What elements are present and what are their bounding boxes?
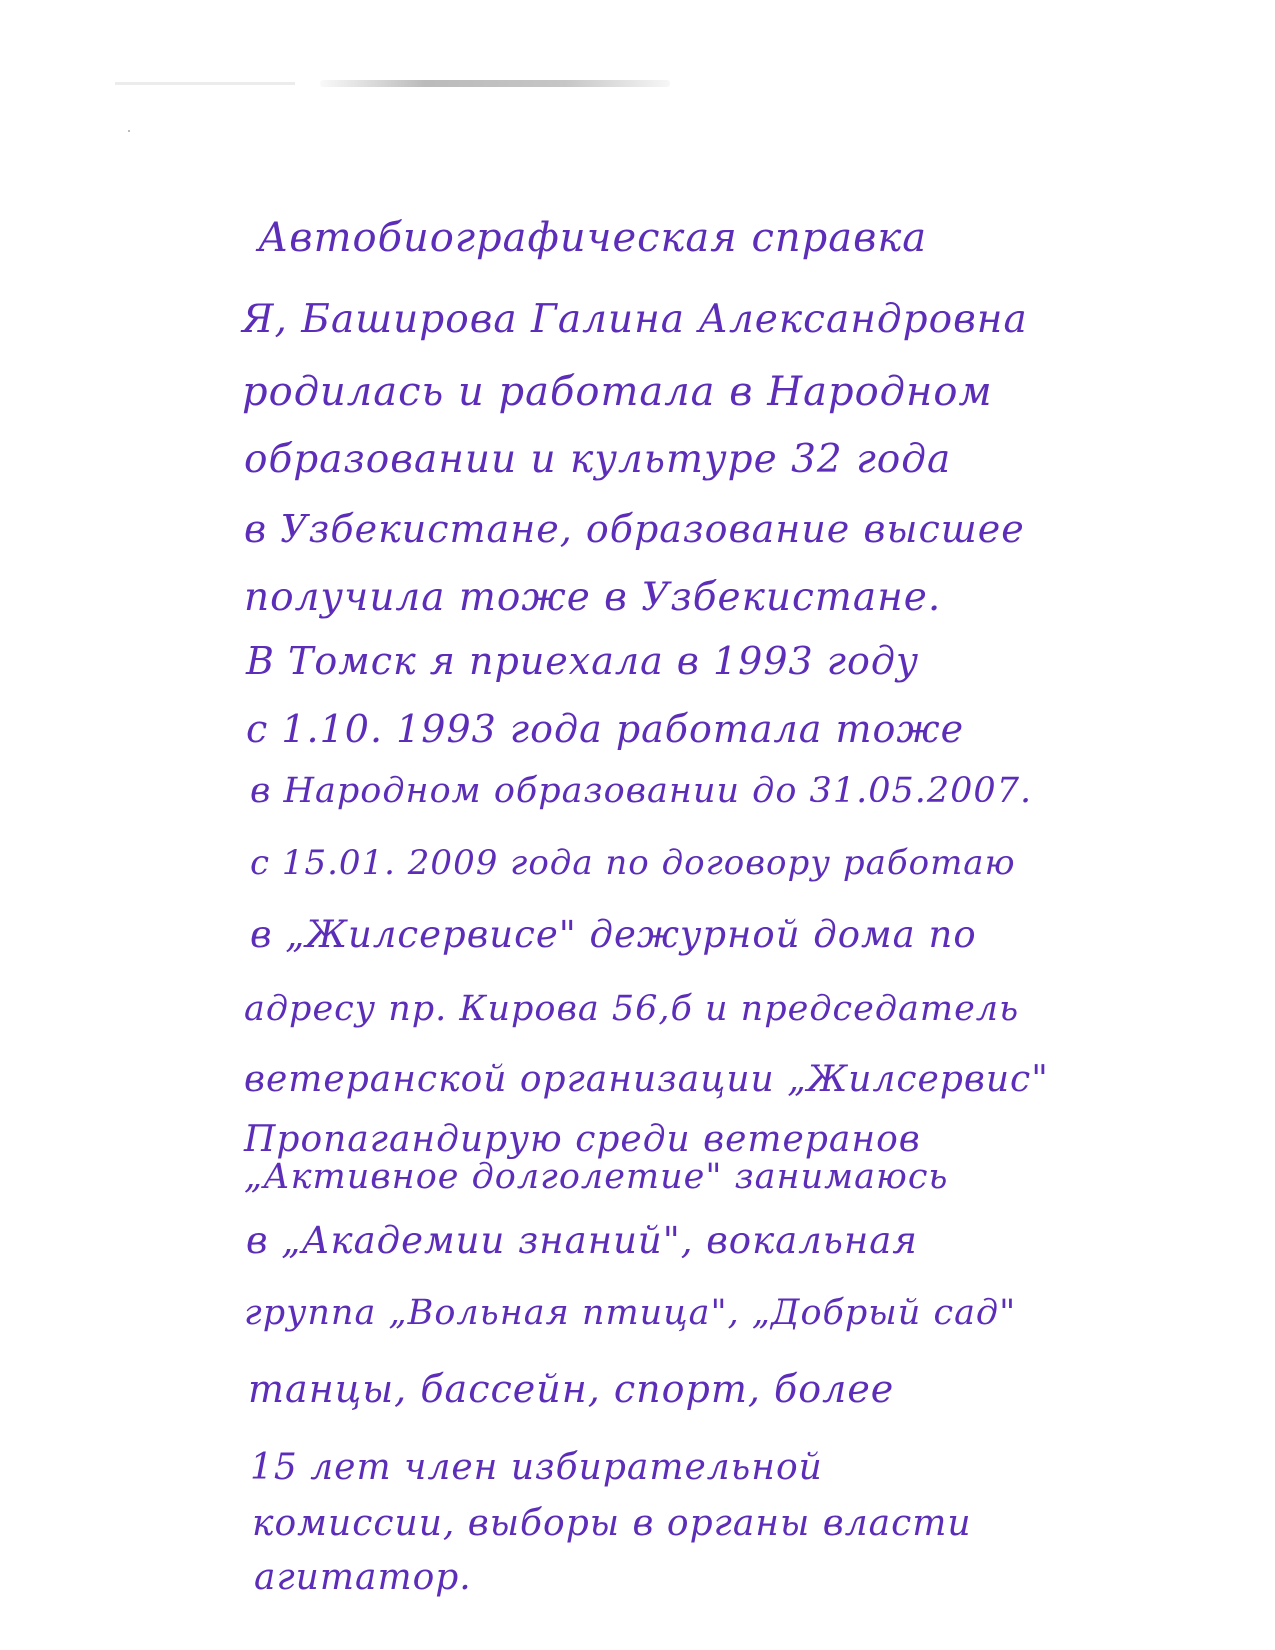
document-title: Автобиографическая справка [258, 215, 928, 261]
text-line: ветеранской организации „Жилсервис" [244, 1059, 1049, 1100]
scan-artifact-faint [115, 82, 295, 85]
text-line: Я, Баширова Галина Александровна [242, 297, 1028, 342]
text-line: „Активное долголетие" занимаюсь [244, 1157, 949, 1197]
text-line: получила тоже в Узбекистане. [244, 575, 942, 620]
text-line: адресу пр. Кирова 56,б и председатель [244, 989, 1020, 1029]
text-line: комиссии, выборы в органы власти [252, 1503, 972, 1544]
text-line: с 1.10. 1993 года работала тоже [246, 707, 965, 751]
scan-artifact-dot [128, 130, 130, 132]
text-line: образовании и культуре 32 года [244, 437, 952, 482]
text-line: в „Академии знаний", вокальная [246, 1219, 918, 1262]
text-line: родилась и работала в Народном [242, 369, 993, 415]
scan-artifact-streak [320, 80, 670, 87]
text-line: 15 лет член избирательной [250, 1447, 823, 1488]
text-line: Пропагандирую среди ветеранов [244, 1119, 921, 1160]
text-line: в Народном образовании до 31.05.2007. [250, 771, 1033, 811]
text-line: в „Жилсервисе" дежурной дома по [250, 913, 977, 956]
text-line: с 15.01. 2009 года по договору работаю [250, 843, 1016, 883]
text-line: агитатор. [254, 1557, 472, 1598]
text-line: танцы, бассейн, спорт, более [248, 1367, 895, 1411]
text-line: группа „Вольная птица", „Добрый сад" [244, 1293, 1017, 1333]
text-line: в Узбекистане, образование высшее [244, 507, 1025, 551]
text-line: В Томск я приехала в 1993 году [246, 639, 919, 683]
